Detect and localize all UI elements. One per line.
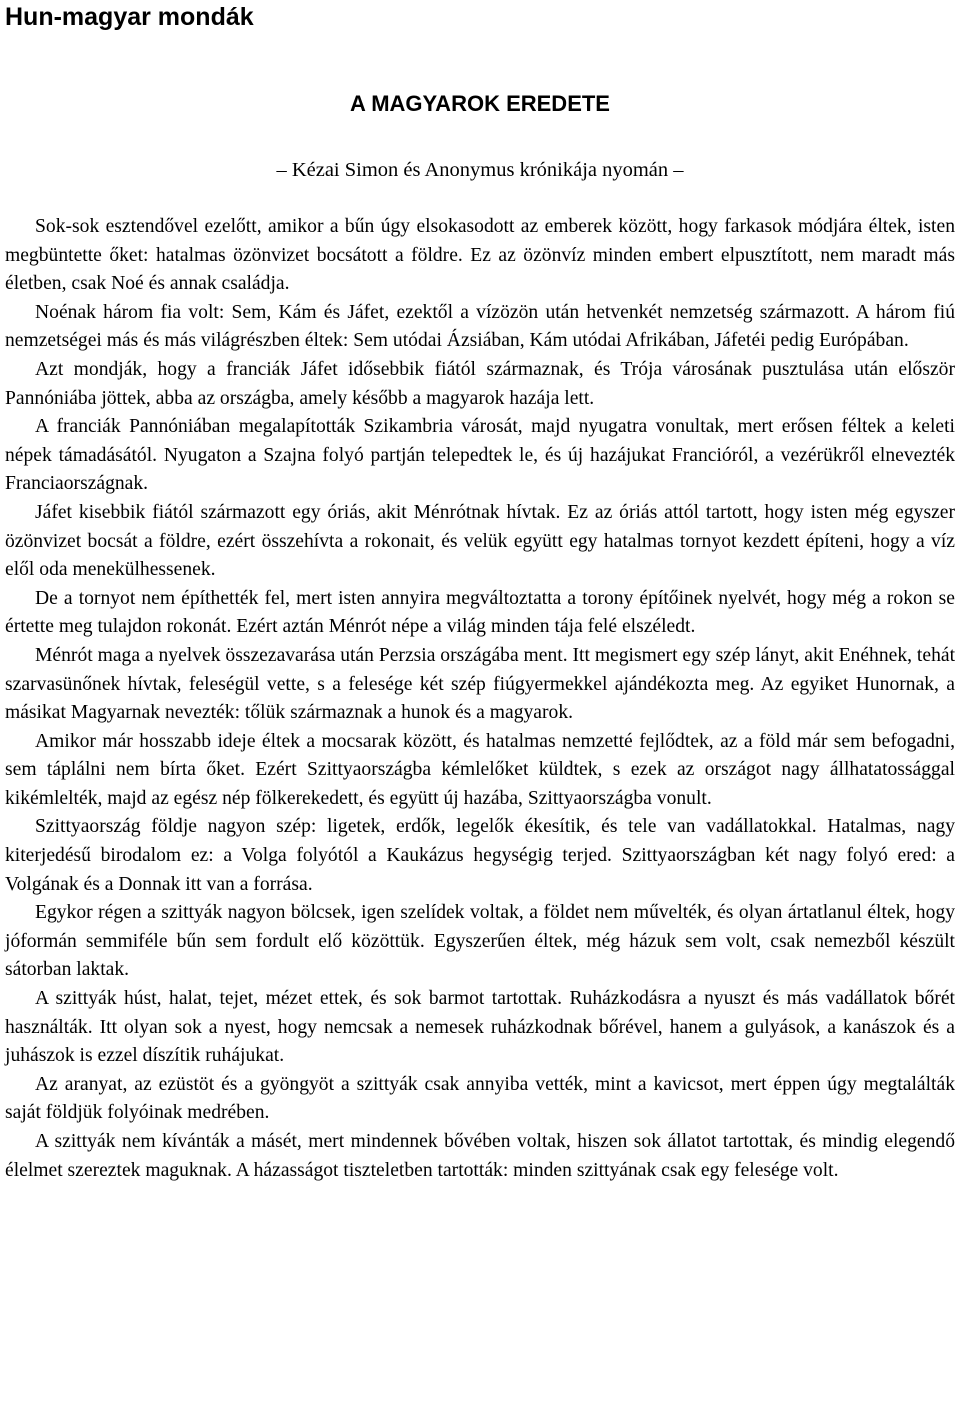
paragraph: Azt mondják, hogy a franciák Jáfet idősebbik fiától származnak, és Trója városának pusztulása után először Pannóniába jöttek, abba az országba, amely később a magyarok hazája lett. bbox=[5, 358, 955, 409]
paragraph: Szittyaország földje nagyon szép: ligetek, erdők, legelők ékesítik, és tele van vadállatokkal. Hatalmas, nagy kiterjedésű birodalom ez: a Volga folyótól a Kaukázus hegységig terjed. Szittyaországban két nagy folyó ered: a Volgának és a Donnak itt van a forrása. bbox=[5, 816, 955, 895]
paragraph: Noénak három fia volt: Sem, Kám és Jáfet, ezektől a vízözön után hetvenkét nemzetség származott. A három fiú nemzetségei más és más világrészben éltek: Sem utódai Ázsiában, Kám utódai Afrikában, Jáfetéi pedig Európában. bbox=[5, 301, 955, 352]
chapter-title: A MAGYAROK EREDETE bbox=[350, 91, 610, 116]
paragraph: Az aranyat, az ezüstöt és a gyöngyöt a szittyák csak annyiba vették, mint a kavicsot, mert éppen úgy megtalálták saját földjük folyóinak medrében. bbox=[5, 1073, 955, 1124]
book-title: Hun-magyar mondák bbox=[5, 3, 254, 31]
paragraph: A franciák Pannóniában megalapították Szikambria városát, majd nyugatra vonultak, mert erősen féltek a keleti népek támadásától. Nyugaton a Szajna folyó partján telepedtek le, és új hazájukat Francióról, a vezérükről elnevezték Franciaországnak. bbox=[5, 416, 955, 495]
paragraph: Amikor már hosszabb ideje éltek a mocsarak között, és hatalmas nemzetté fejlődtek, az a föld már sem befogadni, sem táplálni nem bírta őket. Ezért Szittyaországba kémlelőket küldtek, s ezek az országot nagy állhatatossággal kikémlelték, majd az egész nép fölkerekedett, és együtt új hazába, Szittyaországba vonult. bbox=[5, 730, 955, 809]
chapter-subtitle: – Kézai Simon és Anonymus krónikája nyomán – bbox=[276, 159, 684, 181]
body-text bbox=[5, 213, 955, 1185]
paragraph: Egykor régen a szittyák nagyon bölcsek, igen szelídek voltak, a földet nem művelték, és olyan ártatlanul éltek, hogy jóformán semmiféle bűn sem fordult elő közöttük. Egyszerűen éltek, még házuk sem volt, csak nemezből készült sátorban laktak. bbox=[5, 902, 955, 981]
paragraph: A szittyák nem kívánták a másét, mert mindennek bővében voltak, hiszen sok állatot tartottak, és mindig elegendő élelmet szereztek maguknak. A házasságot tiszteletben tartották: minden szittyának csak egy felesége volt. bbox=[5, 1131, 955, 1181]
paragraph: De a tornyot nem építhették fel, mert isten annyira megváltoztatta a torony építőinek nyelvét, hogy még a rokon se értette meg tulajdon rokonát. Ezért aztán Ménrót népe a világ minden tája felé elszéledt. bbox=[5, 587, 955, 638]
paragraph: Ménrót maga a nyelvek összezavarása után Perzsia országába ment. Itt megismert egy szép lányt, akit Enéhnek, tehát szarvasünőnek hívtak, feleségül vette, s a felesége két szép fiúgyermekkel ajándékozta meg. Az egyiket Hunornak, a másikat Magyarnak nevezték: tőlük származnak a hunok és a magyarok. bbox=[5, 644, 956, 724]
paragraph: Jáfet kisebbik fiától származott egy óriás, akit Ménrótnak hívtak. Ez az óriás attól tartott, hogy isten még egyszer özönvizet bocsát a földre, ezért összehívta a rokonait, és velük együtt egy hatalmas tornyot kezdett építeni, hogy a víz elől oda menekülhessenek. bbox=[5, 501, 955, 581]
paragraph: Sok-sok esztendővel ezelőtt, amikor a bűn úgy elsokasodott az emberek között, hogy farkasok módjára éltek, isten megbüntette őket: hatalmas özönvizet bocsátott a földre. Ez az özönvíz minden embert elpusztított, nem maradt más életben, csak Noé és annak családja. bbox=[5, 216, 955, 295]
paragraph: A szittyák húst, halat, tejet, mézet ettek, és sok barmot tartottak. Ruházkodásra a nyuszt és más vadállatok bőrét használták. Itt olyan sok a nyest, hogy nemcsak a nemesek ruházkodnak bőrével, hanem a gulyások, a kanászok és a juhászok is ezzel díszítik ruhájukat. bbox=[5, 988, 955, 1067]
